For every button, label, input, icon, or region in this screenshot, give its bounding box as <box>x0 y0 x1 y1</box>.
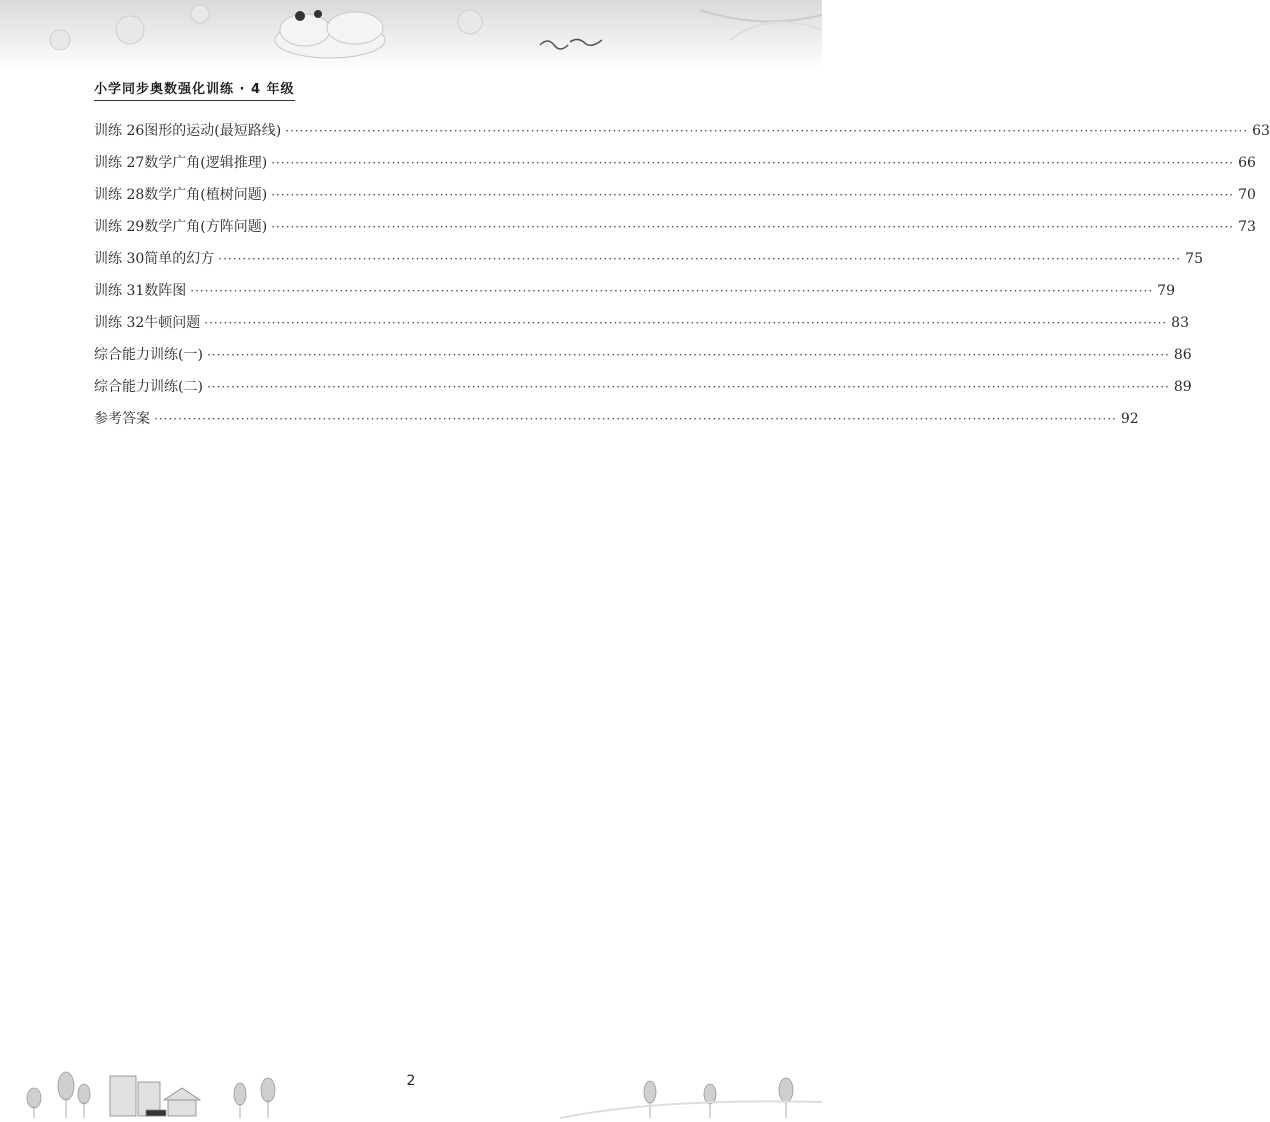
toc-entry-page: 79 <box>1157 283 1175 299</box>
toc-entry <box>94 152 1256 184</box>
dot-leader: ········································································································································································································ <box>218 252 1182 266</box>
toc-entry-title: 牛顿问题 <box>144 315 201 331</box>
toc-entry-page: 70 <box>1238 187 1256 203</box>
toc-entry <box>94 344 1192 376</box>
toc-entry <box>94 248 1203 280</box>
dot-leader: ········································································································································································································ <box>285 124 1249 138</box>
toc-entry <box>94 312 1189 344</box>
page-number: 2 <box>406 1073 416 1089</box>
toc-entry-page: 92 <box>1120 411 1139 427</box>
toc-entry <box>94 184 1256 216</box>
table-of-contents <box>94 120 1270 440</box>
dot-leader: ········································································································································································································ <box>271 188 1235 202</box>
toc-entry-number: 训练 28 <box>94 187 145 203</box>
dot-leader: ········································································································································································································ <box>154 412 1117 426</box>
toc-entry <box>94 216 1256 248</box>
toc-entry <box>94 120 1270 152</box>
toc-entry-title: 数阵图 <box>144 283 187 299</box>
toc-entry-page: 75 <box>1185 251 1203 267</box>
toc-entry-title: 数学广角(植树问题) <box>144 187 268 203</box>
toc-entry-page: 73 <box>1238 219 1256 235</box>
toc-entry-number: 训练 26 <box>94 123 145 139</box>
toc-entry-number: 训练 30 <box>94 251 145 267</box>
toc-entry-page: 86 <box>1173 347 1192 363</box>
toc-entry <box>94 280 1175 312</box>
toc-entry <box>94 376 1192 408</box>
toc-entry-title: 综合能力训练(二) <box>94 379 203 395</box>
toc-entry <box>94 408 1139 440</box>
toc-entry-title: 参考答案 <box>94 411 150 427</box>
toc-entry-title: 综合能力训练(一) <box>94 347 203 363</box>
dot-leader: ········································································································································································································ <box>204 316 1168 330</box>
toc-entry-title: 简单的幻方 <box>144 251 215 267</box>
toc-entry-number: 训练 31 <box>94 283 145 299</box>
header-decoration <box>0 0 822 78</box>
dot-leader: ········································································································································································································ <box>271 220 1235 234</box>
toc-entry-title: 图形的运动(最短路线) <box>144 123 282 139</box>
toc-entry-number: 训练 29 <box>94 219 145 235</box>
toc-entry-title: 数学广角(方阵问题) <box>144 219 268 235</box>
toc-entry-number: 训练 32 <box>94 315 145 331</box>
toc-entry-page: 63 <box>1252 123 1270 139</box>
dot-leader: ········································································································································································································ <box>206 348 1170 362</box>
book-title: 小学同步奥数强化训练 · 4 年级 <box>94 78 295 101</box>
toc-entry-page: 83 <box>1171 315 1189 331</box>
toc-entry-number: 训练 27 <box>94 155 145 171</box>
dot-leader: ········································································································································································································ <box>206 380 1170 394</box>
dot-leader: ········································································································································································································ <box>271 156 1235 170</box>
toc-entry-page: 66 <box>1238 155 1256 171</box>
toc-entry-page: 89 <box>1173 379 1192 395</box>
toc-entry-title: 数学广角(逻辑推理) <box>144 155 268 171</box>
dot-leader: ········································································································································································································ <box>190 284 1154 298</box>
